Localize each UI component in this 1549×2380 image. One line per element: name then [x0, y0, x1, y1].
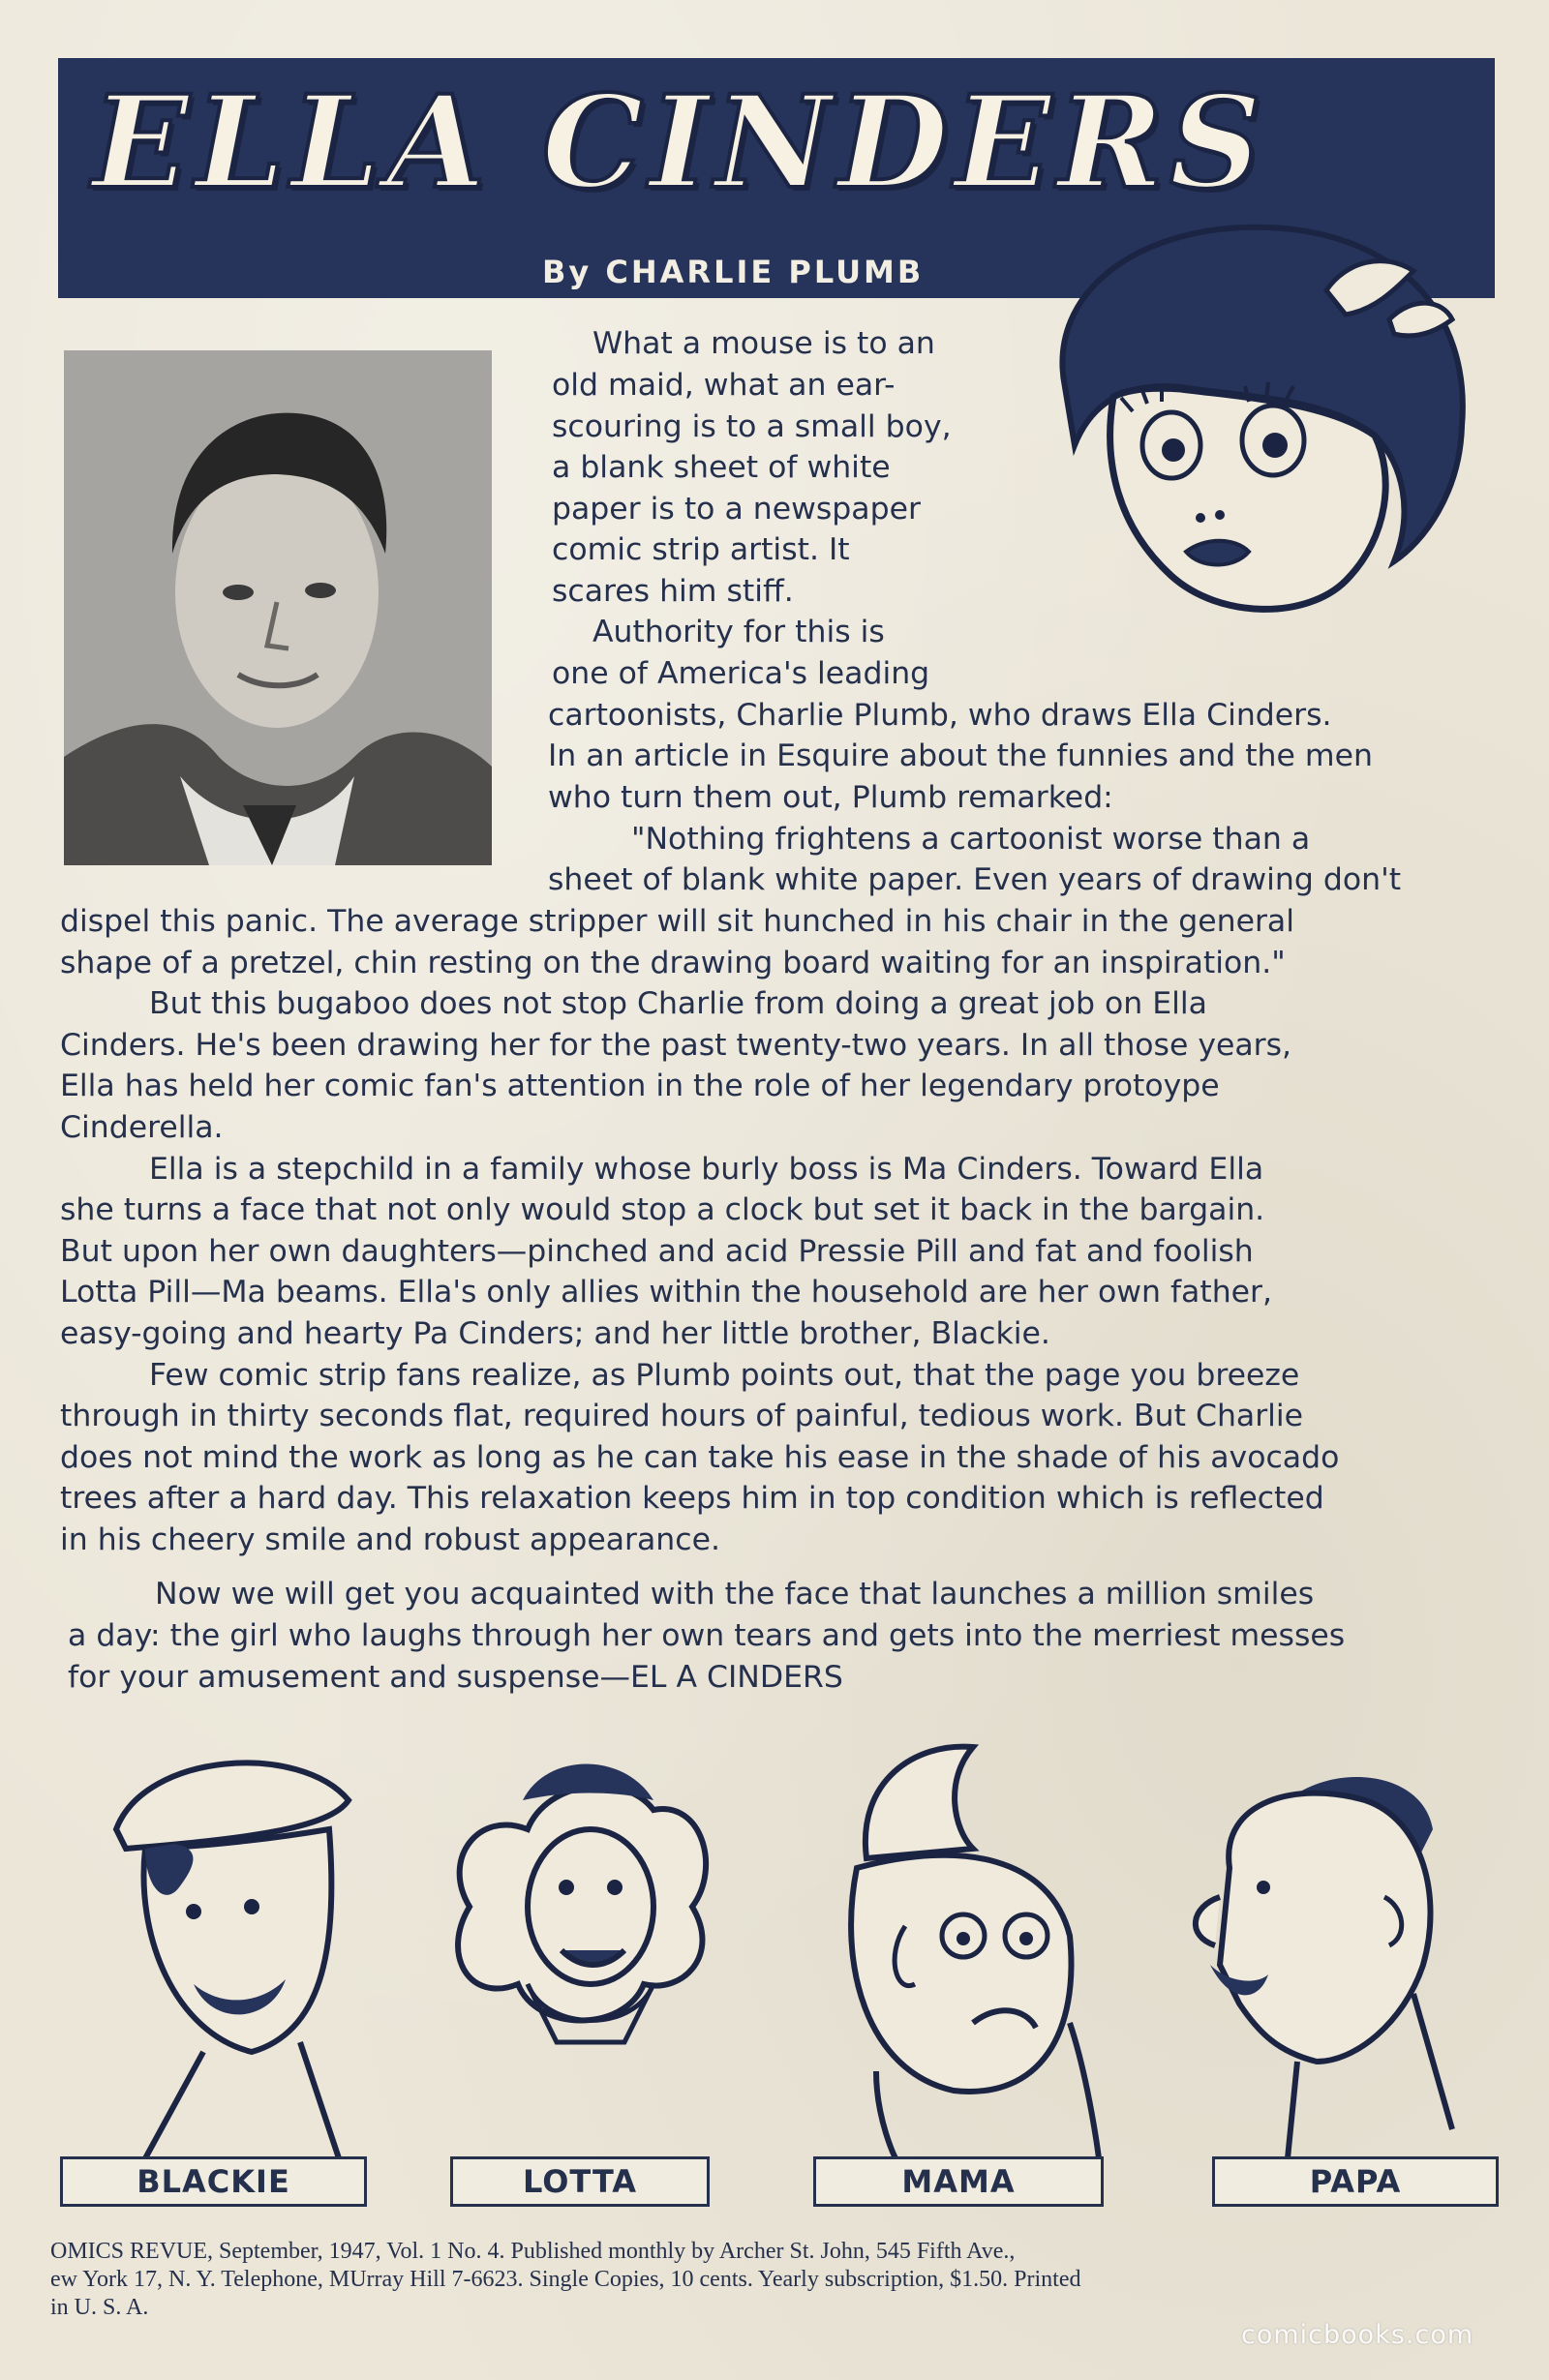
article-line: paper is to a newspaper: [552, 492, 921, 527]
article-line: old maid, what an ear-: [552, 368, 896, 403]
imprint-line: OMICS REVUE, September, 1947, Vol. 1 No. 4. Published monthly by Archer St. John, 545 Fifth Ave.,: [50, 2239, 1016, 2264]
article-line: trees after a hard day. This relaxation keeps him in top condition which is reflected: [60, 1481, 1324, 1516]
article-line: easy-going and hearty Pa Cinders; and her little brother, Blackie.: [60, 1316, 1050, 1351]
article-line: Lotta Pill—Ma beams. Ella's only allies within the household are her own father,: [60, 1275, 1273, 1310]
article-line: dispel this panic. The average stripper will sit hunched in his chair in the general: [60, 904, 1294, 939]
article-line: in his cheery smile and robust appearance.: [60, 1522, 720, 1557]
lotta-illustration: [431, 1742, 721, 2158]
article-line: Cinderella.: [60, 1110, 224, 1145]
article-line: But upon her own daughters—pinched and acid Pressie Pill and fat and foolish: [60, 1234, 1254, 1269]
label-blackie: BLACKIE: [60, 2156, 367, 2207]
article-line: does not mind the work as long as he can take his ease in the shade of his avocado: [60, 1440, 1340, 1475]
article-line: sheet of blank white paper. Even years of drawing don't: [548, 862, 1402, 897]
page-title: ELLA CINDERS: [92, 68, 1268, 218]
source-watermark: comicbooks.com: [1241, 2320, 1474, 2350]
label-lotta: LOTTA: [450, 2156, 710, 2207]
article-line: one of America's leading: [552, 656, 930, 691]
byline: By CHARLIE PLUMB: [542, 254, 925, 290]
article-line: a blank sheet of white: [552, 450, 891, 485]
article-line: Now we will get you acquainted with the face that launches a million smiles: [155, 1577, 1315, 1612]
author-photo: [64, 350, 492, 865]
label-papa: PAPA: [1212, 2156, 1499, 2207]
article-line: "Nothing frightens a cartoonist worse than a: [631, 822, 1311, 857]
article-line: who turn them out, Plumb remarked:: [548, 780, 1113, 815]
label-mama: MAMA: [813, 2156, 1104, 2207]
blackie-illustration: [87, 1742, 378, 2158]
article-line: Ella is a stepchild in a family whose burly boss is Ma Cinders. Toward Ella: [149, 1152, 1264, 1187]
article-line: Few comic strip fans realize, as Plumb points out, that the page you breeze: [149, 1358, 1300, 1393]
article-line: What a mouse is to an: [592, 326, 935, 361]
article-line: scares him stiff.: [552, 574, 794, 609]
article-line: Ella has held her comic fan's attention in the role of her legendary protoype: [60, 1069, 1220, 1103]
publication-imprint: [50, 2238, 1503, 2322]
article-line: But this bugaboo does not stop Charlie from doing a great job on Ella: [149, 986, 1207, 1021]
article-line: a day: the girl who laughs through her own tears and gets into the merriest messes: [68, 1618, 1346, 1653]
article-line: comic strip artist. It: [552, 532, 850, 567]
article-line: scouring is to a small boy,: [552, 409, 952, 444]
papa-illustration: [1171, 1742, 1462, 2158]
article-line: cartoonists, Charlie Plumb, who draws Ella Cinders.: [548, 698, 1332, 733]
article-line: Authority for this is: [592, 615, 885, 649]
article-line: she turns a face that not only would stop a clock but set it back in the bargain.: [60, 1192, 1265, 1227]
article-line: through in thirty seconds flat, required hours of painful, tedious work. But Charlie: [60, 1399, 1304, 1433]
mama-illustration: [818, 1742, 1109, 2158]
article-line: shape of a pretzel, chin resting on the drawing board waiting for an inspiration.": [60, 946, 1286, 980]
article-line: In an article in Esquire about the funnies and the men: [548, 738, 1373, 773]
imprint-line: ew York 17, N. Y. Telephone, MUrray Hill 7-6623. Single Copies, 10 cents. Yearly subscription, $1.50. Printed: [50, 2267, 1081, 2292]
article-line: Cinders. He's been drawing her for the past twenty-two years. In all those years,: [60, 1028, 1292, 1063]
ella-face-illustration: [1007, 203, 1510, 629]
imprint-line: in U. S. A.: [50, 2295, 149, 2320]
article-line: for your amusement and suspense—EL A CINDERS: [68, 1660, 843, 1695]
